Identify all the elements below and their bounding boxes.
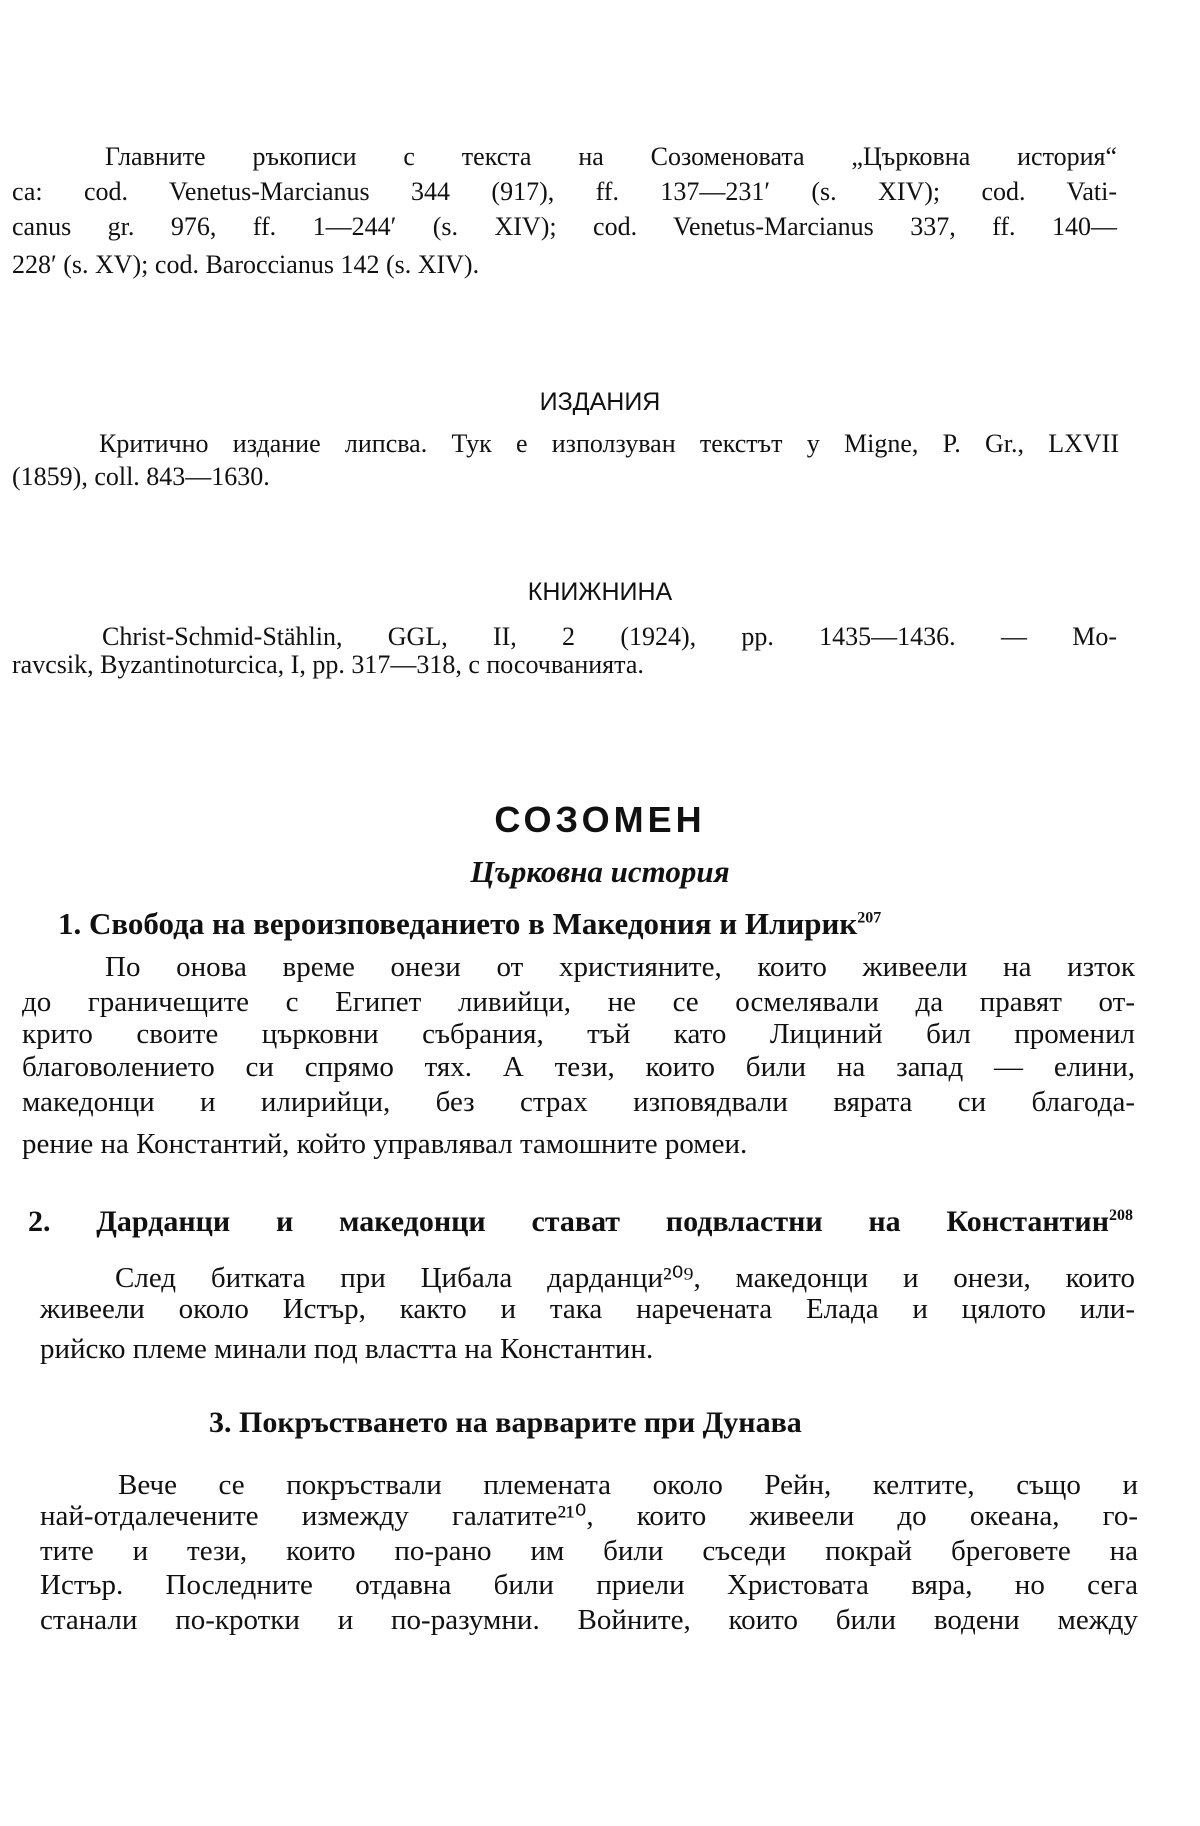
text-line: тите и тези, които по-рано им били съседи покрай бреговете на xyxy=(40,1535,1138,1567)
text-line: рение на Константий, който управлявал тамошните ромеи. xyxy=(22,1128,748,1160)
text-line: живеели около Истър, както и така наречената Елада и цялото или- xyxy=(40,1293,1135,1325)
text-line: Критично издание липсва. Тук е използуван текстът у Migne, P. Gr., LXVII xyxy=(99,429,1119,458)
text-line: След битката при Цибала дарданци²⁰⁹, македонци и онези, които xyxy=(115,1262,1135,1294)
work-title: Църковна история xyxy=(470,854,730,889)
text-line: (1859), coll. 843—1630. xyxy=(12,462,270,491)
literature-heading: КНИЖНИНА xyxy=(527,578,673,606)
text-line: canus gr. 976, ff. 1—244′ (s. XIV); cod. Venetus-Marcianus 337, ff. 140— xyxy=(12,212,1117,241)
footnote-ref: 207 xyxy=(857,909,882,927)
text-line: Истър. Последните отдавна били приели Христовата вяра, но сега xyxy=(40,1569,1138,1601)
editions-heading: ИЗДАНИЯ xyxy=(539,388,661,416)
text-line: до граничещите с Египет ливийци, не се осмелявали да правят от- xyxy=(22,986,1135,1018)
heading-text: 2. Дарданци и македонци стават подвластни на Константин xyxy=(28,1205,1109,1238)
text-line: станали по-кротки и по-разумни. Войните, които били водени между xyxy=(40,1604,1138,1636)
text-line: крито своите църковни събрания, тъй като Лициний бил променил xyxy=(22,1018,1135,1050)
section-heading xyxy=(28,1204,1133,1240)
text-line: благоволението си спрямо тях. А тези, които били на запад — елини, xyxy=(22,1051,1135,1083)
heading-text: 1. Свобода на вероизповеданието в Македония и Илирик xyxy=(58,906,858,941)
text-line: най-отдалечените измежду галатите²¹⁰, които живеели до океана, го- xyxy=(40,1500,1138,1532)
section-heading xyxy=(58,906,881,942)
text-line: македонци и илирийци, без страх изповядвали вярата си благода- xyxy=(22,1086,1135,1118)
text-line: Christ-Schmid-Stählin, GGL, II, 2 (1924), pp. 1435—1436. — Mo- xyxy=(102,622,1117,651)
text-line: Главните ръкописи с текста на Созоменовата „Църковна история“ xyxy=(105,142,1117,171)
text-line: Вече се покръствали племената около Рейн, келтите, също и xyxy=(118,1469,1138,1501)
text-line: ravcsik, Byzantinoturcica, I, pp. 317—318, с посочванията. xyxy=(12,650,644,679)
author-title: СОЗОМЕН xyxy=(494,799,706,840)
text-line: рийско племе минали под властта на Константин. xyxy=(40,1333,654,1365)
footnote-ref: 208 xyxy=(1109,1207,1133,1224)
text-line: са: cod. Venetus-Marcianus 344 (917), ff. 137—231′ (s. XIV); cod. Vati- xyxy=(12,177,1117,206)
text-line: По онова време онези от християните, които живеели на изток xyxy=(105,951,1135,983)
text-line: 228′ (s. XV); cod. Baroccianus 142 (s. XIV). xyxy=(12,250,480,279)
section-heading: 3. Покръстването на варварите при Дунава xyxy=(209,1406,802,1439)
